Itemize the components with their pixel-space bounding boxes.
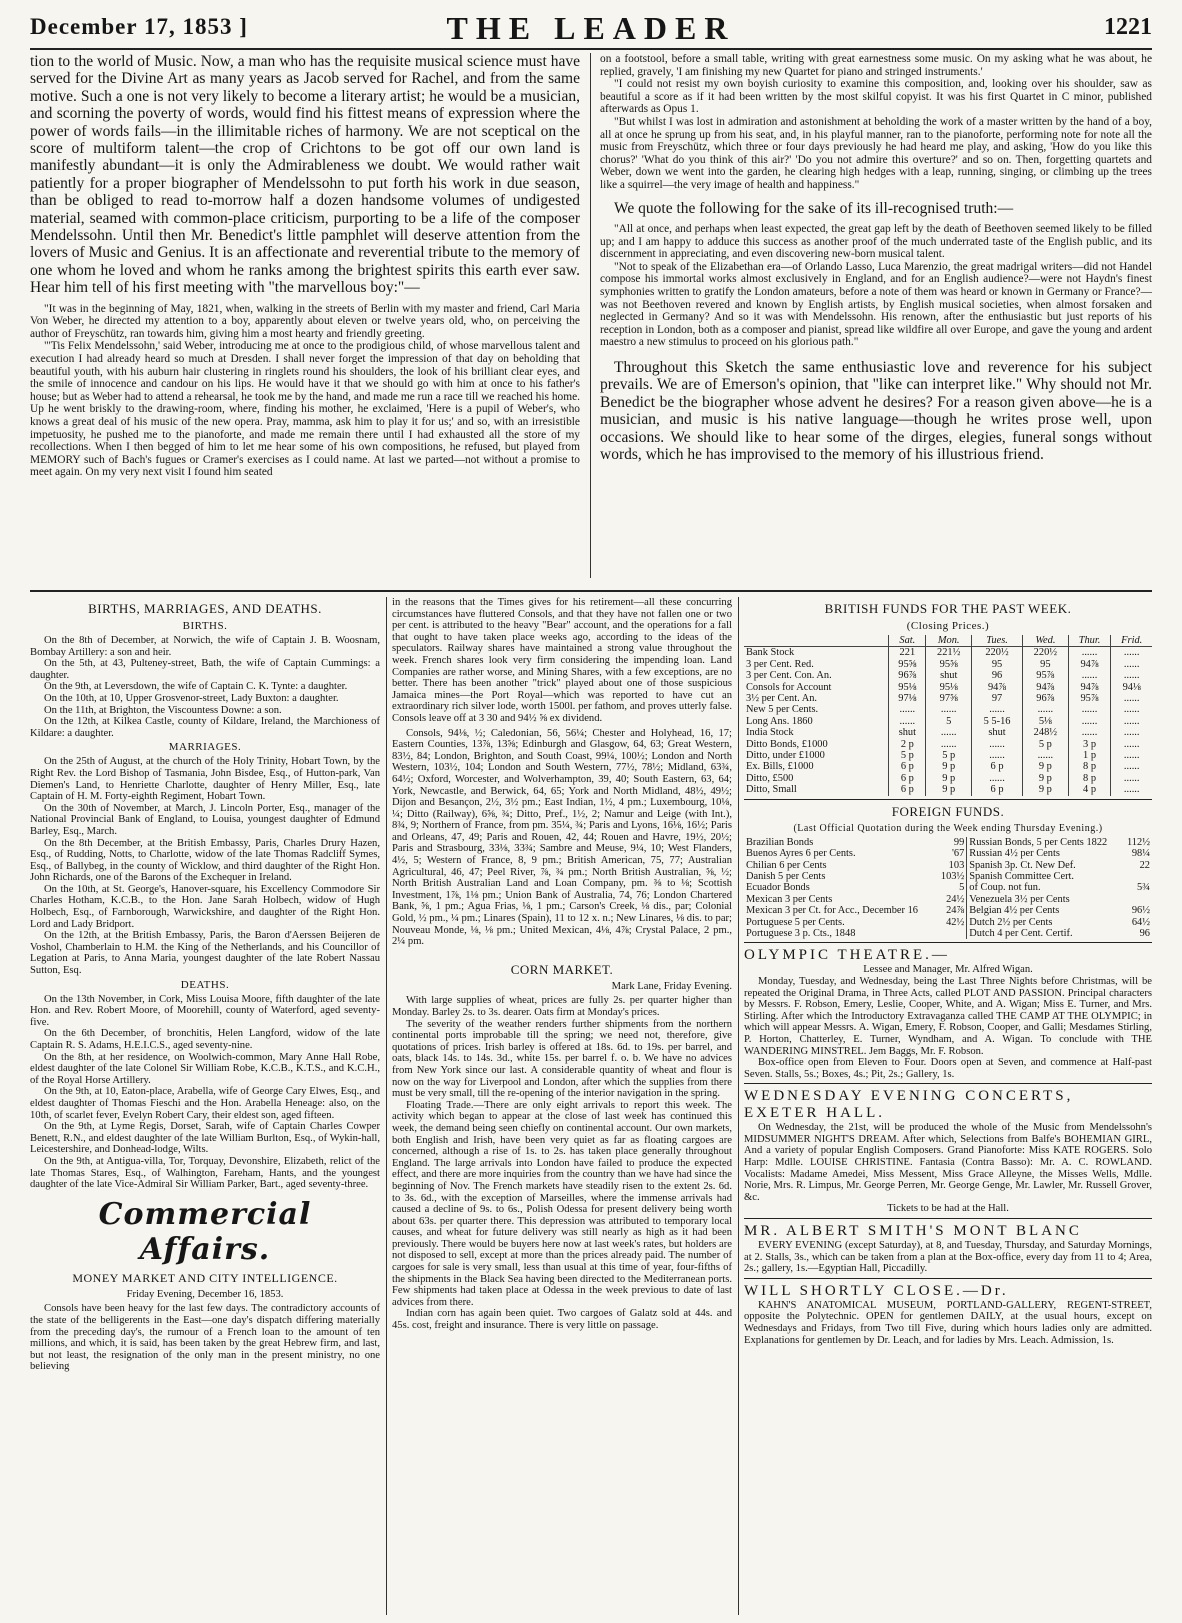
- fund-name: Danish 5 per Cents: [746, 870, 826, 882]
- corn-market-text: Floating Trade.—There are only eight arrivals to report this week. The activity which began to appear at the close of last week has continued this week, the demand being seen chiefly on continental account. Our own markets, both English and Irish, have been very quiet as far as floating cargoes are concerned, although a rise of 1s. to 2s. has taken place generally throughout England. The large arrivals into London have failed to produce the expected effect, and there are more inquiries from the country than we have had since the beginning of Nov. The French markets have steadily risen to the extent 2s. 6d. to 3s. 6d., with the exception of Marseilles, where the immense arrivals had caused a decline of 9s. to 6s., Polish Odessa for present delivery being worth about 63s. per quarter there. This depression was attributed to temporary local causes, and wheat for future delivery was still nearly as high as it had been previously. There would be buyers here now at last week's rates, but holders are not disposed to sell, except at more than the prices already paid. The number of cargoes for sale is very small, less than usual at this time of year, four-fifths of the shipments in the Black Sea having been directed to the Mediterranean ports. Few shipments had taken place at Odessa in the week previous to date of last advices from there.: [392, 1099, 732, 1308]
- table-cell: ......: [1111, 704, 1152, 715]
- table-cell: ......: [1068, 716, 1111, 727]
- table-row: [744, 727, 1152, 738]
- table-cell: 95⅝: [926, 659, 972, 670]
- review-quote: "All at once, and perhaps when least expected, the great gap left by the death of Beethoven seemed likely to be filled up; and I am happy to adduce this success as another proof of the much underrated taste of the English public, and its discernment in appreciating, and even discovering new-born musical talent.: [600, 222, 1152, 261]
- table-cell: 96: [972, 670, 1023, 681]
- table-cell: 95⅛: [889, 682, 926, 693]
- table-row: [744, 894, 1152, 905]
- section-rule: [744, 942, 1152, 943]
- table-cell: shut: [889, 727, 926, 738]
- fund-name: 3½ per Cent. An.: [746, 693, 817, 705]
- table-cell: ......: [1111, 659, 1152, 670]
- table-row: [744, 693, 1152, 704]
- corn-market-text: With large supplies of wheat, prices are fully 2s. per quarter higher than Monday. Barley 2s. to 3s. dearer. Oats firm at Monday's prices.: [392, 995, 732, 1018]
- table-cell: 6 p: [972, 784, 1023, 795]
- fund-price: 96: [1139, 927, 1150, 939]
- table-cell: ......: [1111, 727, 1152, 738]
- table-cell: 95: [972, 659, 1023, 670]
- fund-price: 5¾: [1137, 882, 1150, 894]
- table-cell: 97: [972, 693, 1023, 704]
- table-cell: ......: [1111, 693, 1152, 704]
- column-funds-ads: [744, 597, 1152, 1617]
- table-cell: 96⅞: [889, 670, 926, 681]
- table-cell: ......: [972, 739, 1023, 750]
- money-market-dateline: Friday Evening, December 16, 1853.: [126, 1288, 284, 1300]
- table-cell: 5: [926, 716, 972, 727]
- fund-name: New 5 per Cents.: [746, 704, 819, 716]
- section-rule: [744, 1083, 1152, 1084]
- notice-item: On the 10th, at 10, Upper Grosvenor-street, Lady Buxton: a daughter.: [44, 692, 339, 704]
- table-row: [744, 784, 1152, 795]
- notice-item: On the 9th, at 10, Eaton-place, Arabella, wife of George Cary Elwes, Esq., and eldest daughter of Thomas Fieschi and the Hon. Arabella Heneage: also, on the 10th, of scarlet fever, Evelyn Robert Cary, their eldest son, aged fifteen.: [30, 1086, 380, 1121]
- fund-price: 103½: [936, 871, 966, 882]
- review-text: We quote the following for the sake of its ill-recognised truth:—: [614, 199, 1014, 217]
- notice-item: On the 10th, at St. George's, Hanover-square, his Excellency Commodore Sir Charles Hotham, K.C.B., to the Hon. Jane Sarah Holbech, widow of Hugh Holbech, Esq., of Farnborough, Warwickshire, and daughter of the Right Hon. Lord and Lady Bridport.: [30, 883, 380, 930]
- fund-name: Spanish Committee Cert.: [969, 870, 1075, 882]
- notice-item: On the 5th, at 43, Pulteney-street, Bath, the wife of Captain Cummings: a daughter.: [30, 658, 380, 681]
- births-list: [30, 635, 380, 739]
- table-cell: ......: [972, 773, 1023, 784]
- fund-name: Ecuador Bonds: [746, 882, 810, 894]
- section-rule: [744, 1278, 1152, 1279]
- ad-title: OLYMPIC THEATRE.—: [744, 947, 950, 964]
- notice-item: On the 8th December, at the British Embassy, Paris, Charles Drury Hazen, Esq., of Rudding, Notts, to Charlotte, widow of the late Thomas Radcliff Symes, Esq., of Ballybeg, in the county of Wicklow, and third daughter of the Right Hon. John Richards, one of the Barons of the Exchequer in Ireland.: [30, 837, 380, 884]
- table-row: [744, 871, 1152, 882]
- table-cell: 94⅞: [1068, 659, 1111, 670]
- table-row: [744, 917, 1152, 928]
- fund-name: 3 per Cent. Red.: [746, 658, 814, 670]
- masthead-rule: [30, 48, 1152, 50]
- notice-item: On the 12th, at Kilkea Castle, county of Kildare, Ireland, the Marchioness of Kildare: a daughter.: [30, 716, 380, 739]
- table-cell: ......: [1111, 716, 1152, 727]
- marriages-heading: MARRIAGES.: [168, 741, 242, 754]
- masthead: [30, 10, 1152, 44]
- table-cell: 9 p: [926, 761, 972, 772]
- fund-price: 103: [936, 860, 966, 871]
- table-cell: 8 p: [1068, 773, 1111, 784]
- table-row: [744, 659, 1152, 670]
- table-row: [744, 750, 1152, 761]
- fund-name: Long Ans. 1860: [746, 715, 813, 727]
- fund-name: Brazilian Bonds: [746, 836, 814, 848]
- column-money-corn: [392, 597, 732, 1617]
- corn-market-heading: CORN MARKET.: [510, 961, 614, 977]
- table-cell: 6 p: [889, 784, 926, 795]
- commercial-affairs-heading: Commercial Affairs.: [98, 1196, 312, 1267]
- table-cell: ......: [926, 739, 972, 750]
- table-cell: ......: [889, 704, 926, 715]
- fund-name: Spanish 3p. Ct. New Def.: [969, 859, 1076, 871]
- table-row: [744, 670, 1152, 681]
- review-quote: "It was in the beginning of May, 1821, when, walking in the streets of Berlin with my master and friend, Carl Maria Von Weber, he directed my attention to a boy, apparently about eleven or twelve years old, who, on perceiving the author of Freyschütz, ran towards him, giving him a most hearty and friendly greeting.: [30, 302, 580, 340]
- ad-anatomical-museum: [744, 1283, 1152, 1346]
- column-header: Sat.: [889, 635, 926, 647]
- column-header: Mon.: [926, 635, 972, 647]
- fund-name: India Stock: [746, 727, 794, 739]
- table-row: [744, 704, 1152, 715]
- notice-item: On the 9th, at Lyme Regis, Dorset, Sarah, wife of Captain Charles Cowper Benett, R.N., and eldest daughter of the late William Burlton, Esq., of Wykin-hall, Leicestershire, and Donhead-lodge, Wilts.: [30, 1121, 380, 1156]
- review-quote: on a footstool, before a small table, writing with great earnestness some music. On my asking what he was about, he replied, gravely, 'I am finishing my new Quartet for piano and stringed instruments.': [600, 53, 1152, 78]
- ad-subtitle: Lessee and Manager, Mr. Alfred Wigan.: [863, 964, 1033, 976]
- fund-price: [936, 928, 966, 939]
- marriages-list: [30, 756, 380, 976]
- review-quote: "Not to speak of the Elizabethan era—of Orlando Lasso, Luca Marenzio, the great madrigal writers—did not Handel compose his immortal works almost exclusively in England, and for an English audience?—were not Haydn's finest symphonies written to gratify the London amateurs, before a note of them was heard or known in Germany or France?—was not Beethoven revered and known by English artists, by English musical societies, when almost forsaken and neglected in Germany? And so it was with Mendelssohn. His renown, after the enthusiastic but just reports of his reception in London, both as a composer and pianist, spread like wildfire all over Europe, and gave the young and ardent maestro a new stimulus to proceed on his glorious path.": [600, 260, 1152, 349]
- fund-name: Dutch 4 per Cent. Certif.: [969, 927, 1073, 939]
- fund-name: Ex. Bills, £1000: [746, 761, 814, 773]
- review-quote: "I could not resist my own boyish curiosity to examine this composition, and, looking over his shoulder, saw as beautiful a score as if it had been written by the most skilful copyist. It was his first Quartet in C minor, published afterwards as Opus 1.: [600, 78, 1152, 116]
- fund-name: of Coup. not fun.: [969, 882, 1041, 894]
- table-cell: ......: [972, 704, 1023, 715]
- ad-title: MR. ALBERT SMITH'S MONT BLANC: [744, 1223, 1082, 1240]
- fund-price: 112½: [1127, 836, 1150, 848]
- table-cell: 9 p: [926, 773, 972, 784]
- column-header: Thur.: [1068, 635, 1111, 647]
- fund-price: 99: [936, 837, 966, 848]
- issue-date: December 17, 1853 ]: [30, 14, 248, 39]
- fund-price: 22: [1139, 859, 1150, 871]
- table-cell: 5⅛: [1023, 716, 1069, 727]
- ad-title: WILL SHORTLY CLOSE.—Dr.: [744, 1282, 1009, 1299]
- table-cell: ......: [1068, 670, 1111, 681]
- review-right-column: [600, 53, 1152, 585]
- fund-name: Portuguese 3 p. Cts., 1848: [746, 927, 856, 939]
- column-divider: [386, 597, 387, 1615]
- table-cell: ......: [1111, 670, 1152, 681]
- table-cell: 5 5-16: [972, 716, 1023, 727]
- table-row: [744, 882, 1152, 893]
- table-cell: 95⅞: [1023, 670, 1069, 681]
- fund-price: 24⅞: [936, 905, 966, 916]
- column-header: Wed.: [1023, 635, 1069, 647]
- table-row: [744, 761, 1152, 772]
- fund-name: Venezuela 3½ per Cents: [969, 893, 1070, 905]
- table-cell: 9 p: [1023, 773, 1069, 784]
- table-cell: 220½: [1023, 647, 1069, 659]
- table-cell: 94⅞: [1023, 682, 1069, 693]
- foreign-funds-subtitle: (Last Official Quotation during the Week ending Thursday Evening.): [793, 822, 1103, 834]
- table-cell: 94⅞: [1068, 682, 1111, 693]
- notice-item: On the 12th, at the British Embassy, Paris, the Baron d'Aerssen Beijeren de Voshol, Chamberlain to H.M. the King of the Netherlands, and his Councillor of Legation at Paris, to Anna Maria, youngest daughter of the late Robert Nassau Sutton, Esq.: [30, 930, 380, 977]
- table-cell: 95⅝: [889, 659, 926, 670]
- fund-name: Ditto Bonds, £1000: [746, 738, 828, 750]
- table-cell: ......: [1111, 761, 1152, 772]
- table-row: [744, 716, 1152, 727]
- table-cell: 95⅞: [1068, 693, 1111, 704]
- ad-body: On Wednesday, the 21st, will be produced the whole of the Music from Mendelssohn's MIDSUMMER NIGHT'S DREAM. After which, Selections from Balfe's BOHEMIAN GIRL, And a variety of popular English Composers. Grand Pianoforte: Miss KATE ROGERS. Solo Harp: Mdlle. LOUISE CHRISTINE. Fantasia (Contra Basso): Mr. A. C. ROWLAND. Vocalists: Madame Amedei, Miss Messent, Miss Grace Alleyne, the Misses Wells, Mdlle. Norie, Mrs. R. Limpus, Mr. George Perren, Mr. George Genge, Mr. Lawler, Mr. Russell Grover, &c.: [744, 1122, 1152, 1203]
- table-cell: ......: [1111, 647, 1152, 659]
- table-row: [744, 773, 1152, 784]
- table-row: [744, 860, 1152, 871]
- table-cell: ......: [889, 716, 926, 727]
- table-cell: 6 p: [972, 761, 1023, 772]
- fund-name: Ditto, Small: [746, 784, 797, 796]
- table-cell: ......: [1068, 647, 1111, 659]
- corn-market-text: Indian corn has again been quiet. Two cargoes of Galatz sold at 44s. and 45s. cost, freight and insurance. There is very little on passage.: [392, 1308, 732, 1332]
- fund-name: 3 per Cent. Con. An.: [746, 670, 832, 682]
- section-rule: [744, 1218, 1152, 1219]
- table-cell: 6 p: [889, 761, 926, 772]
- ad-wednesday-concerts: [744, 1088, 1152, 1215]
- table-cell: 95⅛: [926, 682, 972, 693]
- notice-item: On the 11th, at Brighton, the Viscountess Downe: a son.: [44, 704, 282, 716]
- table-row: [744, 739, 1152, 750]
- fund-name: Buenos Ayres 6 per Cents.: [746, 848, 856, 860]
- notice-item: On the 9th, at Leversdown, the wife of Captain C. K. Tynte: a daughter.: [44, 681, 348, 693]
- notice-item: On the 8th, at her residence, on Woolwich-common, Mary Anne Hall Robe, eldest daughter of the late Colonel Sir William Robe, K.C.B., K.T.S., and K.C.H., of the Royal Horse Artillery.: [30, 1051, 380, 1086]
- table-row: [744, 647, 1152, 659]
- british-funds-rows: [744, 647, 1152, 796]
- foreign-funds-rows: [744, 837, 1152, 940]
- foreign-funds-heading: FOREIGN FUNDS.: [891, 803, 1005, 819]
- table-cell: 2 p: [889, 739, 926, 750]
- fund-name: Consols for Account: [746, 681, 832, 693]
- column-header: Tues.: [972, 635, 1023, 647]
- table-row: [744, 905, 1152, 916]
- notice-item: On the 6th December, of bronchitis, Helen Langford, widow of the late Captain R. S. Adams, H.E.I.C.S., aged seventy-nine.: [30, 1028, 380, 1051]
- table-cell: shut: [972, 727, 1023, 738]
- british-funds-table: [744, 635, 1152, 796]
- table-cell: 248½: [1023, 727, 1069, 738]
- table-row: [744, 837, 1152, 848]
- ad-body: EVERY EVENING (except Saturday), at 8, and Tuesday, Thursday, and Saturday Mornings, at 2. Stalls, 3s., which can be taken from a plan at the Box-office, every day from 11 to 4; Area, 2s.; gallery, 1s.—Egyptian Hall, Piccadilly.: [744, 1240, 1152, 1275]
- column-divider: [590, 53, 591, 578]
- review-quote: "But whilst I was lost in admiration and astonishment at beholding the work of a master written by the hand of a boy, all at once he sprung up from his seat, and, in his playful manner, ran to the pianoforte, performing note for note all the music from Freyschütz, which three or four days previously he had heard me play, and asking, 'How do you like this chorus?' 'What do you think of this air?' 'Do you not admire this overture?' and so on. Then, forgetting quartets and Weber, down we went into the garden, he clearing high hedges with a leap, running, singing, or climbing up the trees like a squirrel—the very image of health and happiness.": [600, 115, 1152, 191]
- table-cell: 96⅞: [1023, 693, 1069, 704]
- table-cell: 97⅛: [889, 693, 926, 704]
- table-cell: 4 p: [1068, 784, 1111, 795]
- table-cell: ......: [1111, 784, 1152, 795]
- table-cell: 9 p: [1023, 761, 1069, 772]
- table-cell: ......: [1068, 727, 1111, 738]
- fund-price: 96½: [1131, 905, 1150, 917]
- table-cell: 5 p: [1023, 739, 1069, 750]
- table-cell: 3 p: [1068, 739, 1111, 750]
- ad-mont-blanc: [744, 1223, 1152, 1275]
- fund-price: 24½: [936, 894, 966, 905]
- corn-market-text: The severity of the weather renders further shipments from the northern continental ports improbable till the spring; we need not, therefore, give quotations of prices. Irish barley is offered at 18s. 6d. to 19s. per barrel, and oats, black 14s. to 14s. 3d., white 15s. per barrel f. o. b. We have no advices from New York since our last. A considerable quantity of wheat and flour is now on the way for Liverpool and London, after which the supplies from there must be very small, till the re-opening of the interior navigation in the spring.: [392, 1018, 732, 1100]
- review-conclusion: Throughout this Sketch the same enthusiastic love and reverence for his subject prevails. We are of Emerson's opinion, that "like can interpret like." Why should not Mr. Benedict be the biographer whose advent he desires? For a reason given above—he is a musician, and music is his native language—though he writes prose well, upon occasions. We should like to hear some of the dirges, elegies, funeral songs without words, which he has improvised to the memory of his illustrious friend.: [600, 358, 1152, 463]
- foreign-funds-table: [744, 837, 1152, 940]
- money-market-heading: MONEY MARKET AND CITY INTELLIGENCE.: [72, 1270, 338, 1285]
- ad-body: KAHN'S ANATOMICAL MUSEUM, PORTLAND-GALLERY, REGENT-STREET, opposite the Polytechnic. OPEN for gentlemen DAILY, at the usual hours, except on Wednesdays and Fridays, from Two till Five, during which hours ladies only are admitted. Explanations for gentlemen by Dr. Leach, and for ladies by Mrs. Leach. Admission, 1s.: [744, 1299, 1152, 1346]
- table-row: [744, 848, 1152, 859]
- notice-item: On the 9th, at Antigua-villa, Tor, Torquay, Devonshire, Elizabeth, relict of the late Thomas Stares, Esq., of Walhington, Fareham, Hants, and the youngest daughter of the late Vice-Admiral Sir William Parker, Bart., aged seventy-three.: [30, 1155, 380, 1191]
- fund-name: Russian 4½ per Cents: [969, 848, 1060, 860]
- table-cell: ......: [1023, 704, 1069, 715]
- table-cell: ......: [1111, 773, 1152, 784]
- ad-body: Box-office open from Eleven to Four. Doors open at Seven, and commence at Half-past Seven. Stalls, 5s.; Boxes, 4s.; Pit, 2s.; Gallery, 1s.: [744, 1057, 1152, 1080]
- fund-price: '67: [936, 848, 966, 859]
- fund-name: Mexican 3 per Ct. for Acc., December 16: [746, 905, 918, 917]
- table-cell: ......: [926, 704, 972, 715]
- fund-name: Dutch 2½ per Cents: [969, 916, 1053, 928]
- fund-name: Belgian 4½ per Cents: [969, 905, 1060, 917]
- fund-price: 98¼: [1131, 848, 1150, 860]
- review-intro: tion to the world of Music. Now, a man who has the requisite musical science must have served for the Divine Art as many years as Jacob served for Rachel, and from the same motive. Such a one is not very likely to become a literary artist; he would be a musician, and scorning the poverty of words, would find his fittest means of expression where the power of words fails—in the illimitable riches of harmony. We are not sceptical on the score of multiform talent—the crop of Crichtons to be got off our own land is manifestly abundant—it is only the Admirableness we doubt. We would rather wait patiently for a proper biographer of Mendelssohn to put forth his work in due season, than be obliged to read to-morrow half a dozen handsome volumes of undigested material, seamed with common-place criticism, purporting to be a life of the composer Mendelssohn. Until then Mr. Benedict's little pamphlet will deserve attention from the lovers of Music and Genius. It is an affectionate and reverential tribute to the memory of one whom he loved and whom he ranks among the brightest spirits this earth ever saw. Hear him tell of his first meeting with "the marvellous boy:"—: [30, 53, 580, 297]
- table-cell: ......: [1111, 739, 1152, 750]
- bmd-heading: BIRTHS, MARRIAGES, AND DEATHS.: [88, 601, 322, 616]
- ad-olympic-theatre: [744, 947, 1152, 1080]
- ad-footer: Tickets to be had at the Hall.: [887, 1203, 1009, 1215]
- fund-price: 5: [936, 882, 966, 893]
- review-quote: "'Tis Felix Mendelssohn,' said Weber, introducing me at once to the prodigious child, of whose marvellous talent and execution I had already heard so much at Dresden. I shall never forget the impression of that day on beholding that beautiful youth, with his auburn hair clustering in ringlets round his shoulders, the look of his brilliant clear eyes, and the smile of innocence and candour on his lips. He would have it that we should go with him at once to his father's house; but as Weber had to attend a rehearsal, he took me by the hand, and made me run a race till we reached his home. Up he went briskly to the drawing-room, where, finding his mother, he exclaimed, 'Here is a pupil of Weber's, who knows a great deal of his music of the new opera. Pray, mamma, ask him to play it for us;' and so, with an irresistible impetuosity, he pushed me to the pianoforte, and made me remain there until I had exhausted all the store of my recollections. When I then begged of him to let me hear some of his own compositions, he refused, but played from MEMORY such of Bach's fugues or Cramer's exercises as I could name. At last we parted—not without a promise to meet again. On my very next visit I found him seated: [30, 340, 580, 479]
- fund-name: Bank Stock: [746, 647, 795, 659]
- table-cell: 1 p: [1068, 750, 1111, 761]
- table-cell: 9 p: [926, 784, 972, 795]
- page-number: 1221: [1104, 14, 1152, 40]
- table-cell: 6 p: [889, 773, 926, 784]
- fund-name: Portuguese 5 per Cents.: [746, 916, 845, 928]
- share-prices: Consols, 94⅛, ½; Caledonian, 56, 56¼; Chester and Holyhead, 16, 17; Eastern Counties, 13⅞, 13⅝; Edinburgh and Glasgow, 64, 63; Great Western, 83½, 84; London, Brighton, and South Coast, 99¼, 100½; London and North Western, 103½, 104; London and South Western, 77½, 78½; Midland, 63¾, 64½; Oxford, Worcester, and Wolverhampton, 39, 40; South Eastern, 63, 64; York, Newcastle, and Berwick, 64, 65; York and North Midland, 48½, 49½; Dijon and Besançon, 2½, 3½ pm.; East Indian, 1½, 4 pm.; Luxembourg, 10⅛, ¼; Ditto (Railway), 6⅝, ¾; Ditto, Pref., 1½, 2; Namur and Leige (with Int.), 8¾, 9; Northern of France, from pm. 35¼, ¾; Paris and Lyons, 16⅛, 16½; Paris and Orleans, 47, 49; Paris and Rouen, 42, 44; Rouen and Havre, 19½, 20½; Paris and Strasbourg, 33⅛, 33¾; Sambre and Meuse, 9¼, 10; West Flanders, 4½, 5; Western of France, 8, 9 pm.; British American, 75, 77; Australian Agricultural, 46, 47; Peel River, ⅞, ¾ pm.; North British Australian, ⅝, ½; North British Australian Land and Loan Company, pm. ⅜ to ⅛; Scottish Investment, 1⅞, 1⅛ pm.; Union Bank of Australia, 74, 76; London Chartered Bank, ⅝, 1 pm.; Agua Frias, ⅛, 1 pm.; Carson's Creek, ⅛ dis., par; Colonial Gold, ½ pm., ¼ pm.; Linares (Spain), 11 to 12 x. n.; New Linares, ⅛ dis. to par; Nouveau Monde, ⅛, ⅛ pm.; United Mexican, 4⅛, 4⅞; Crystal Palace, 2 pm., 2¼ pm.: [392, 727, 732, 948]
- fund-name: Russian Bonds, 5 per Cents 1822: [969, 836, 1108, 848]
- table-cell: 95: [1023, 659, 1069, 670]
- notice-item: On the 13th November, in Cork, Miss Louisa Moore, fifth daughter of the late Hon. and Rev. Robert Moore, of Moorehill, county of Waterford, aged seventy-five.: [30, 993, 380, 1028]
- fund-name: Ditto, £500: [746, 772, 794, 784]
- column-births-commercial: [30, 597, 380, 1617]
- table-cell: 221: [889, 647, 926, 659]
- newspaper-title: THE LEADER: [446, 10, 736, 46]
- deaths-heading: DEATHS.: [180, 978, 230, 991]
- table-cell: 9 p: [1023, 784, 1069, 795]
- table-header-row: [744, 635, 1152, 647]
- notice-item: On the 25th of August, at the church of the Holy Trinity, Hobart Town, by the Right Rev. the Lord Bishop of Tasmania, John Bisdee, Esq., of Hutton-park, Van Diemen's Land, to Henriette Charlotte, daughter of Henry Miller, Esq., late Captain of H. M. Forty-eighth Regiment, Hobart Town.: [30, 756, 380, 803]
- fund-price: [1122, 871, 1152, 882]
- table-cell: 94⅞: [972, 682, 1023, 693]
- table-row: [744, 928, 1152, 939]
- table-cell: shut: [926, 670, 972, 681]
- british-funds-subtitle: (Closing Prices.): [906, 620, 990, 632]
- fund-name: Ditto, under £1000: [746, 750, 825, 762]
- fund-price: 64½: [1131, 916, 1150, 928]
- money-market-text: Consols have been heavy for the last few days. The contradictory accounts of the state of the belligerents in the East—one day's dispatch differing materially from the preceding day's, the rumour of a French loan to the amount of ten millions, and which, it is said, has been taken by the great Hebrew firm, and last, but not least, the resignation of the only man in the present ministry, no one believing: [30, 1303, 380, 1373]
- ad-body: Monday, Tuesday, and Wednesday, being the Last Three Nights before Christmas, will be repeated the Original Drama, in Three Acts, called PLOT AND PASSION. Principal characters by Messrs. F. Robson, Emery, Leslie, Cooper, White, and A. Wigan; Miss E. Turner, and Mrs. Stirling. After which the Introductory Extravaganza called THE CAMP AT THE OLYMPIC; in which will appear Messrs. A. Wigan, Emery, F. Robson, Cooper, and Galli; Mesdames Stirling, P. Horton, Chatterley, E. Turner, Wyndham, and A. Wigan. To conclude with THE WANDERING MINSTREL. Jem Baggs, Mr. F. Robson.: [744, 975, 1152, 1057]
- section-rule: [30, 590, 1152, 592]
- fund-price: [1122, 894, 1152, 905]
- notice-item: On the 30th of November, at March, J. Lincoln Porter, Esq., manager of the National Provincial Bank of England, to Louisa, youngest daughter of Edmund Barley, Esq., March.: [30, 802, 380, 837]
- deaths-list: [30, 994, 380, 1191]
- review-left-column: [30, 53, 580, 583]
- table-cell: 221½: [926, 647, 972, 659]
- table-cell: 5 p: [889, 750, 926, 761]
- table-cell: ......: [1111, 750, 1152, 761]
- table-cell: ......: [926, 727, 972, 738]
- fund-price: 42½: [936, 917, 966, 928]
- table-row: [744, 682, 1152, 693]
- money-market-text: in the reasons that the Times gives for his retirement—all these concurring circumstances have fluttered Consols, and that they have not fallen one or two per cent. is attributed to the heavy "Bear" account, and the operations for a fall that ought to have taken place weeks ago, according to the ideas of the speculators. Railway shares have maintained a strong value throughout the week. French shares look very firm considering the impending loan. Land Companies are rather worse, and Mining Shares, with a few exceptions, are no better. There has been another "trick" played about one of those suspicious Jamaica mines—the Port Royal—which was reported to have cut an extraordinary rich silver lode, worth 1500l. per fathom, and proves utterly false. Consols leave off at 3 30 and 94½ ⅝ ex dividend.: [392, 597, 732, 724]
- column-header: Frid.: [1111, 635, 1152, 647]
- fund-name: Chilian 6 per Cents: [746, 859, 827, 871]
- table-cell: ......: [1023, 750, 1069, 761]
- table-cell: 220½: [972, 647, 1023, 659]
- column-divider: [738, 597, 739, 1615]
- table-cell: 5 p: [926, 750, 972, 761]
- births-heading: BIRTHS.: [182, 620, 228, 632]
- table-cell: ......: [972, 750, 1023, 761]
- british-funds-heading: BRITISH FUNDS FOR THE PAST WEEK.: [824, 601, 1072, 616]
- table-cell: ......: [1068, 704, 1111, 715]
- table-cell: 94⅛: [1111, 682, 1152, 693]
- table-cell: 97⅝: [926, 693, 972, 704]
- section-rule: [744, 799, 1152, 800]
- corn-market-dateline: Mark Lane, Friday Evening.: [611, 980, 732, 992]
- fund-name: Mexican 3 per Cents: [746, 893, 833, 905]
- table-cell: 8 p: [1068, 761, 1111, 772]
- ad-title: WEDNESDAY EVENING CONCERTS, EXETER HALL.: [744, 1088, 1074, 1122]
- notice-item: On the 8th of December, at Norwich, the wife of Captain J. B. Woosnam, Bombay Artillery: a son and heir.: [30, 635, 380, 658]
